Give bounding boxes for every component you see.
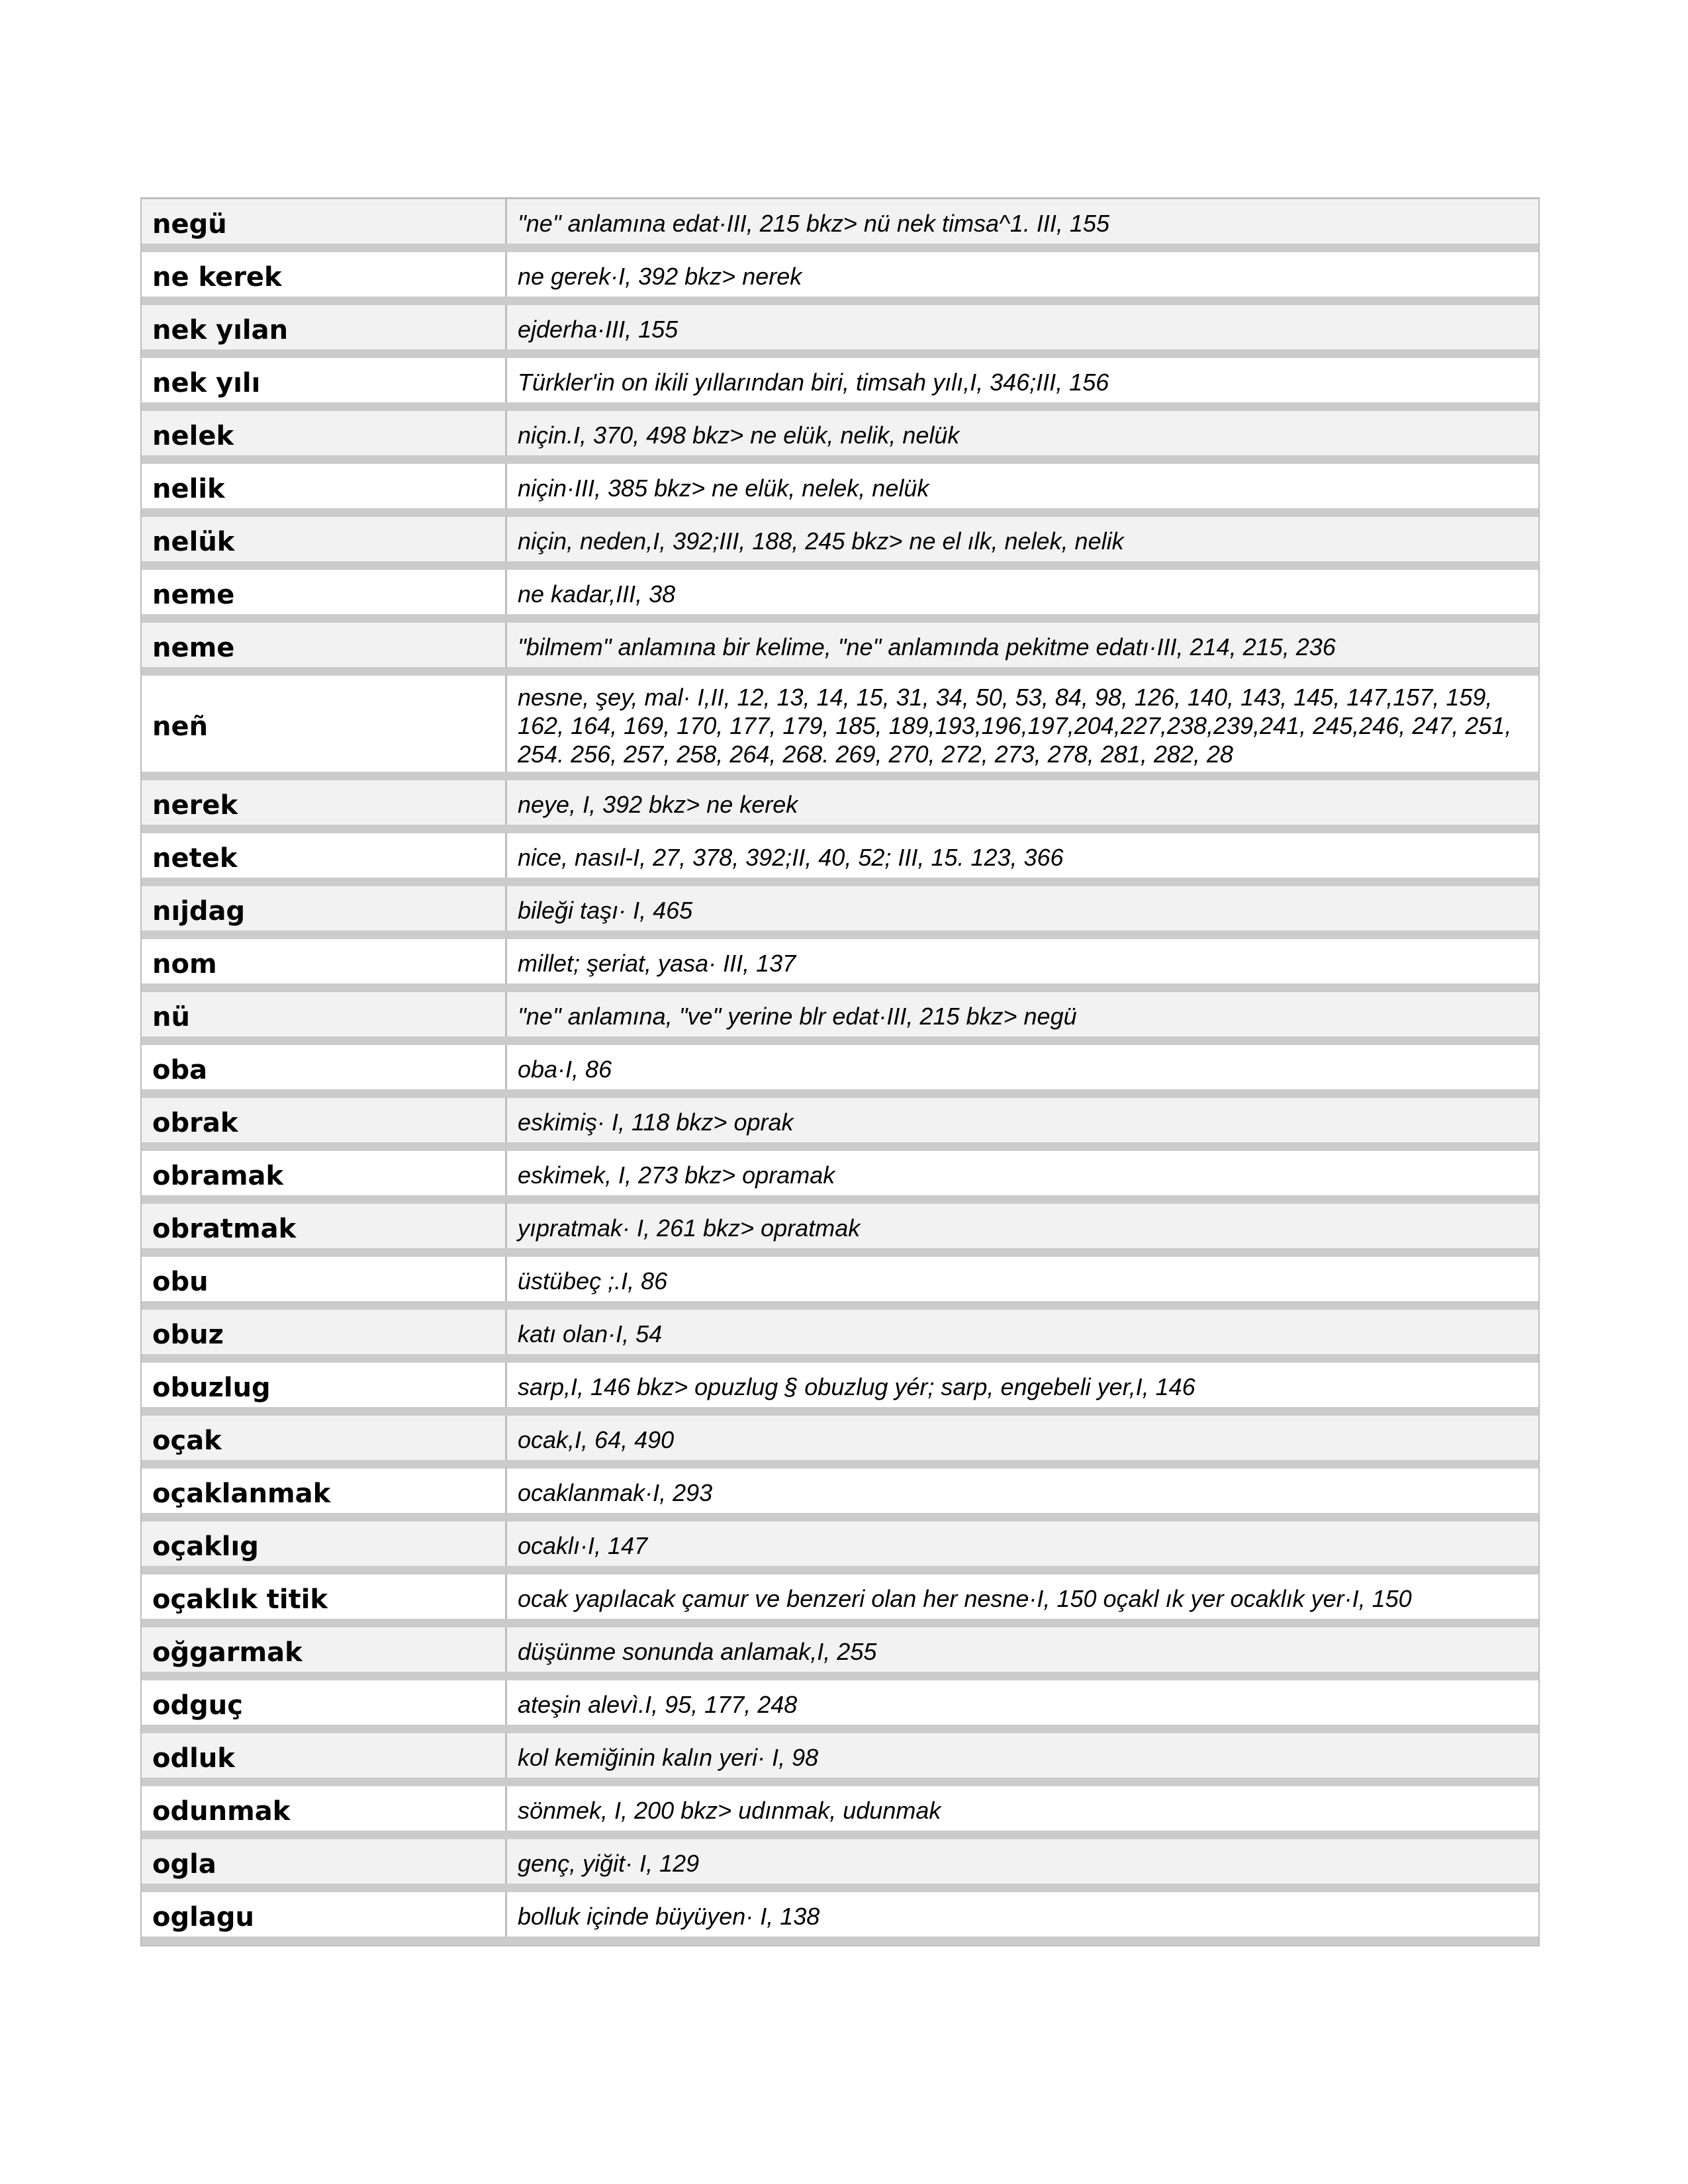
table-row	[142, 623, 1538, 676]
table-row	[142, 358, 1538, 411]
entry-term: neme	[142, 570, 507, 614]
table-row	[142, 1522, 1538, 1574]
table-row	[142, 305, 1538, 358]
entry-term: nek yılı	[142, 358, 507, 402]
entry-definition: neye, I, 392 bkz> ne kerek	[518, 791, 798, 818]
entry-definition: ocaklı·I, 147	[518, 1532, 648, 1559]
entry-term: nelik	[142, 464, 507, 508]
table-row	[142, 780, 1538, 833]
entry-term: netek	[142, 833, 507, 878]
entry-definition: katı olan·I, 54	[518, 1320, 663, 1347]
entry-definition: millet; şeriat, yasa· III, 137	[518, 950, 796, 977]
entry-term: obrak	[142, 1098, 507, 1142]
entry-definition: ne kadar,III, 38	[518, 580, 676, 608]
entry-definition: ejderha·III, 155	[518, 316, 679, 343]
entry-definition: ocak yapılacak çamur ve benzeri olan her nesne·I, 150 oçakl ık yer ocaklık yer·I, 150	[518, 1585, 1412, 1612]
entry-term: oğgarmak	[142, 1627, 507, 1672]
entry-definition: ocak,I, 64, 490	[518, 1426, 675, 1453]
entry-term: obuz	[142, 1310, 507, 1354]
entry-definition: nesne, şey, mal· I,II, 12, 13, 14, 15, 31, 34, 50, 53, 84, 98, 126, 140, 143, 145, 147,157, 159, 162, 164, 169, 170, 177, 179, 185, 189,193,196,197,204,227,238,239,241, 245,246, 247, 251, 254. 256, 257, 258, 264, 268. 269, 270, 272, 273, 278, 281, 282, 28	[518, 684, 1512, 768]
entry-term: nelük	[142, 517, 507, 561]
entry-definition: eskimek, I, 273 bkz> opramak	[518, 1161, 835, 1189]
entry-term: oglagu	[142, 1892, 507, 1936]
entry-definition: ne gerek·I, 392 bkz> nerek	[518, 263, 802, 290]
table-row	[142, 1786, 1538, 1839]
table-row	[142, 833, 1538, 886]
entry-definition: yıpratmak· I, 261 bkz> opratmak	[518, 1214, 861, 1242]
table-row	[142, 1892, 1538, 1945]
entry-definition: genç, yiğit· I, 129	[518, 1850, 700, 1877]
entry-definition: ateşin alevì.I, 95, 177, 248	[518, 1691, 798, 1718]
entry-term: oçak	[142, 1416, 507, 1460]
table-row	[142, 199, 1538, 252]
table-row	[142, 1310, 1538, 1363]
table-row	[142, 464, 1538, 517]
entry-definition: bolluk içinde büyüyen· I, 138	[518, 1903, 820, 1930]
entry-term: odguç	[142, 1680, 507, 1725]
entry-definition: "ne" anlamına, "ve" yerine blr edat·III, 215 bkz> negü	[518, 1003, 1077, 1030]
entry-term: oçaklıg	[142, 1522, 507, 1566]
entry-term: oçaklık titik	[142, 1574, 507, 1619]
entry-term: negü	[142, 199, 507, 244]
table-row	[142, 252, 1538, 305]
table-row	[142, 886, 1538, 939]
entry-term: obuzlug	[142, 1363, 507, 1407]
entry-term: ogla	[142, 1839, 507, 1884]
table-row	[142, 992, 1538, 1045]
table-row	[142, 411, 1538, 464]
entry-term: oba	[142, 1045, 507, 1089]
glossary-table	[140, 197, 1540, 1946]
table-row	[142, 939, 1538, 992]
entry-term: nek yılan	[142, 305, 507, 349]
table-row	[142, 1257, 1538, 1310]
table-row	[142, 676, 1538, 780]
entry-definition: nice, nasıl-I, 27, 378, 392;II, 40, 52; III, 15. 123, 366	[518, 844, 1064, 871]
entry-definition: "bilmem" anlamına bir kelime, "ne" anlamında pekitme edatı·III, 214, 215, 236	[518, 633, 1336, 660]
entry-term: nerek	[142, 780, 507, 825]
entry-term: odunmak	[142, 1786, 507, 1831]
entry-term: nelek	[142, 411, 507, 455]
table-row	[142, 517, 1538, 570]
entry-definition: düşünme sonunda anlamak,I, 255	[518, 1638, 877, 1665]
table-row	[142, 1363, 1538, 1416]
entry-term: nü	[142, 992, 507, 1036]
entry-term: neme	[142, 623, 507, 667]
entry-term: nıjdag	[142, 886, 507, 931]
entry-definition: kol kemiğinin kalın yeri· I, 98	[518, 1744, 819, 1771]
table-row	[142, 570, 1538, 623]
entry-term: obratmak	[142, 1204, 507, 1248]
table-row	[142, 1469, 1538, 1522]
table-row	[142, 1839, 1538, 1892]
entry-definition: niçin·III, 385 bkz> ne elük, nelek, nelük	[518, 475, 929, 502]
table-row	[142, 1098, 1538, 1151]
entry-definition: eskimiş· I, 118 bkz> oprak	[518, 1109, 794, 1136]
entry-term: nom	[142, 939, 507, 983]
entry-definition: üstübeç ;.I, 86	[518, 1267, 668, 1295]
table-row	[142, 1733, 1538, 1786]
table-row	[142, 1151, 1538, 1204]
table-row	[142, 1204, 1538, 1257]
table-row	[142, 1045, 1538, 1098]
entry-term: neñ	[142, 676, 507, 772]
entry-definition: niçin.I, 370, 498 bkz> ne elük, nelik, nelük	[518, 422, 960, 449]
entry-term: obramak	[142, 1151, 507, 1195]
table-row	[142, 1627, 1538, 1680]
entry-definition: niçin, neden,I, 392;III, 188, 245 bkz> ne el ılk, nelek, nelik	[518, 527, 1124, 555]
entry-definition: oba·I, 86	[518, 1056, 612, 1083]
entry-definition: sarp,I, 146 bkz> opuzlug § obuzlug yér; sarp, engebeli yer,I, 146	[518, 1373, 1196, 1400]
entry-term: ne kerek	[142, 252, 507, 296]
entry-definition: ocaklanmak·I, 293	[518, 1479, 713, 1506]
entry-definition: sönmek, I, 200 bkz> udınmak, udunmak	[518, 1797, 941, 1824]
entry-term: odluk	[142, 1733, 507, 1778]
entry-term: oçaklanmak	[142, 1469, 507, 1513]
table-row	[142, 1680, 1538, 1733]
table-row	[142, 1574, 1538, 1627]
entry-definition: "ne" anlamına edat·III, 215 bkz> nü nek timsa^1. III, 155	[518, 210, 1109, 237]
entry-term: obu	[142, 1257, 507, 1301]
table-row	[142, 1416, 1538, 1469]
entry-definition: Türkler'in on ikili yıllarından biri, timsah yılı,I, 346;III, 156	[518, 369, 1109, 396]
entry-definition: bileği taşı· I, 465	[518, 897, 693, 924]
